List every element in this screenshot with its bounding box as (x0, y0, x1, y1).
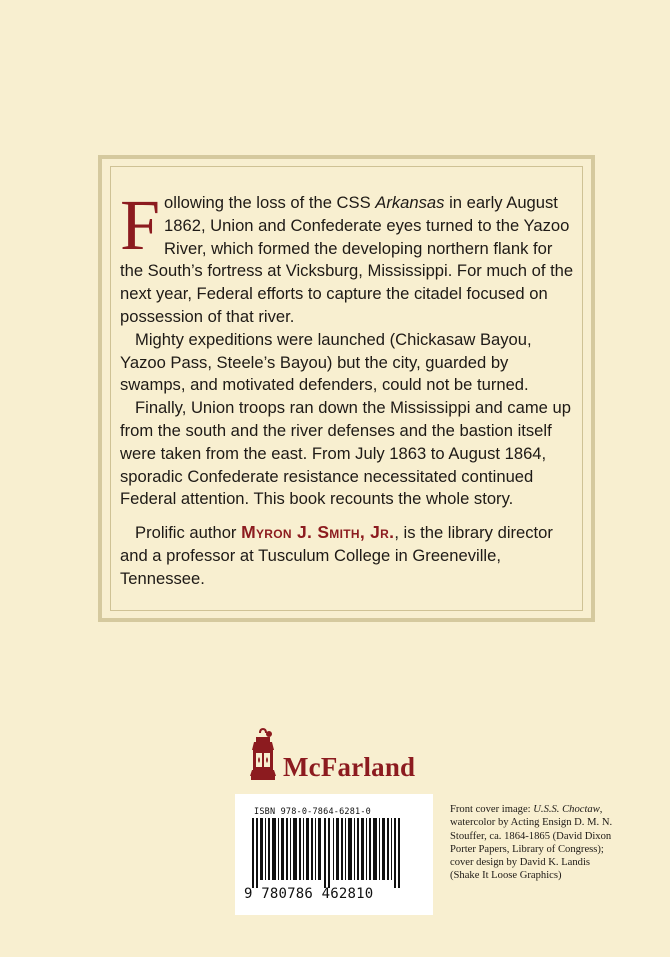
publisher-name: McFarland (283, 752, 416, 782)
blurb-paragraph-3: Finally, Union troops ran down the Mississippi and came up from the south and the river defenses and the bastion itself were taken from the east. From July 1863 to August 1864, sporadic Confederate resistance necessitated continued Federal attention. This book recounts the whole story. (120, 398, 571, 509)
ship-name: Arkansas (375, 193, 445, 212)
blurb-text (120, 185, 578, 591)
artwork-title: U.S.S. Choctaw (533, 804, 600, 815)
drop-cap: F (120, 185, 161, 265)
lantern-logo-icon (243, 728, 283, 788)
author-bio: Prolific author Myron J. Smith, Jr., is the library director and a professor at Tusculum College in Greeneville, Tennessee. (120, 522, 553, 588)
blurb-paragraph-2: Mighty expeditions were launched (Chickasaw Bayou, Yazoo Pass, Steele’s Bayou) but the city, guarded by swamps, and motivated defenders, could not be turned. (120, 329, 532, 395)
cover-credit: Front cover image: U.S.S. Choctaw, watercolor by Acting Ensign D. M. N. Stouffer, ca. 1864-1865 (David Dixon Porter Papers, Library of Congress); cover design by David K. Landis (Shake It Loose Graphics) (450, 804, 613, 882)
barcode-digits: 9 780786 462810 (244, 886, 374, 902)
author-name: Myron J. Smith, Jr. (241, 522, 395, 543)
blurb-paragraph-1: Following the loss of the CSS Arkansas in early August 1862, Union and Confederate eyes turned to the Yazoo River, which formed the developing northern flank for the South’s fortress at Vicksburg, Mississippi. For much of the next year, Federal efforts to capture the citadel focused on possession of that river. (120, 185, 574, 326)
isbn-label: ISBN 978-0-7864-6281-0 (254, 807, 371, 817)
barcode-icon (244, 818, 424, 888)
